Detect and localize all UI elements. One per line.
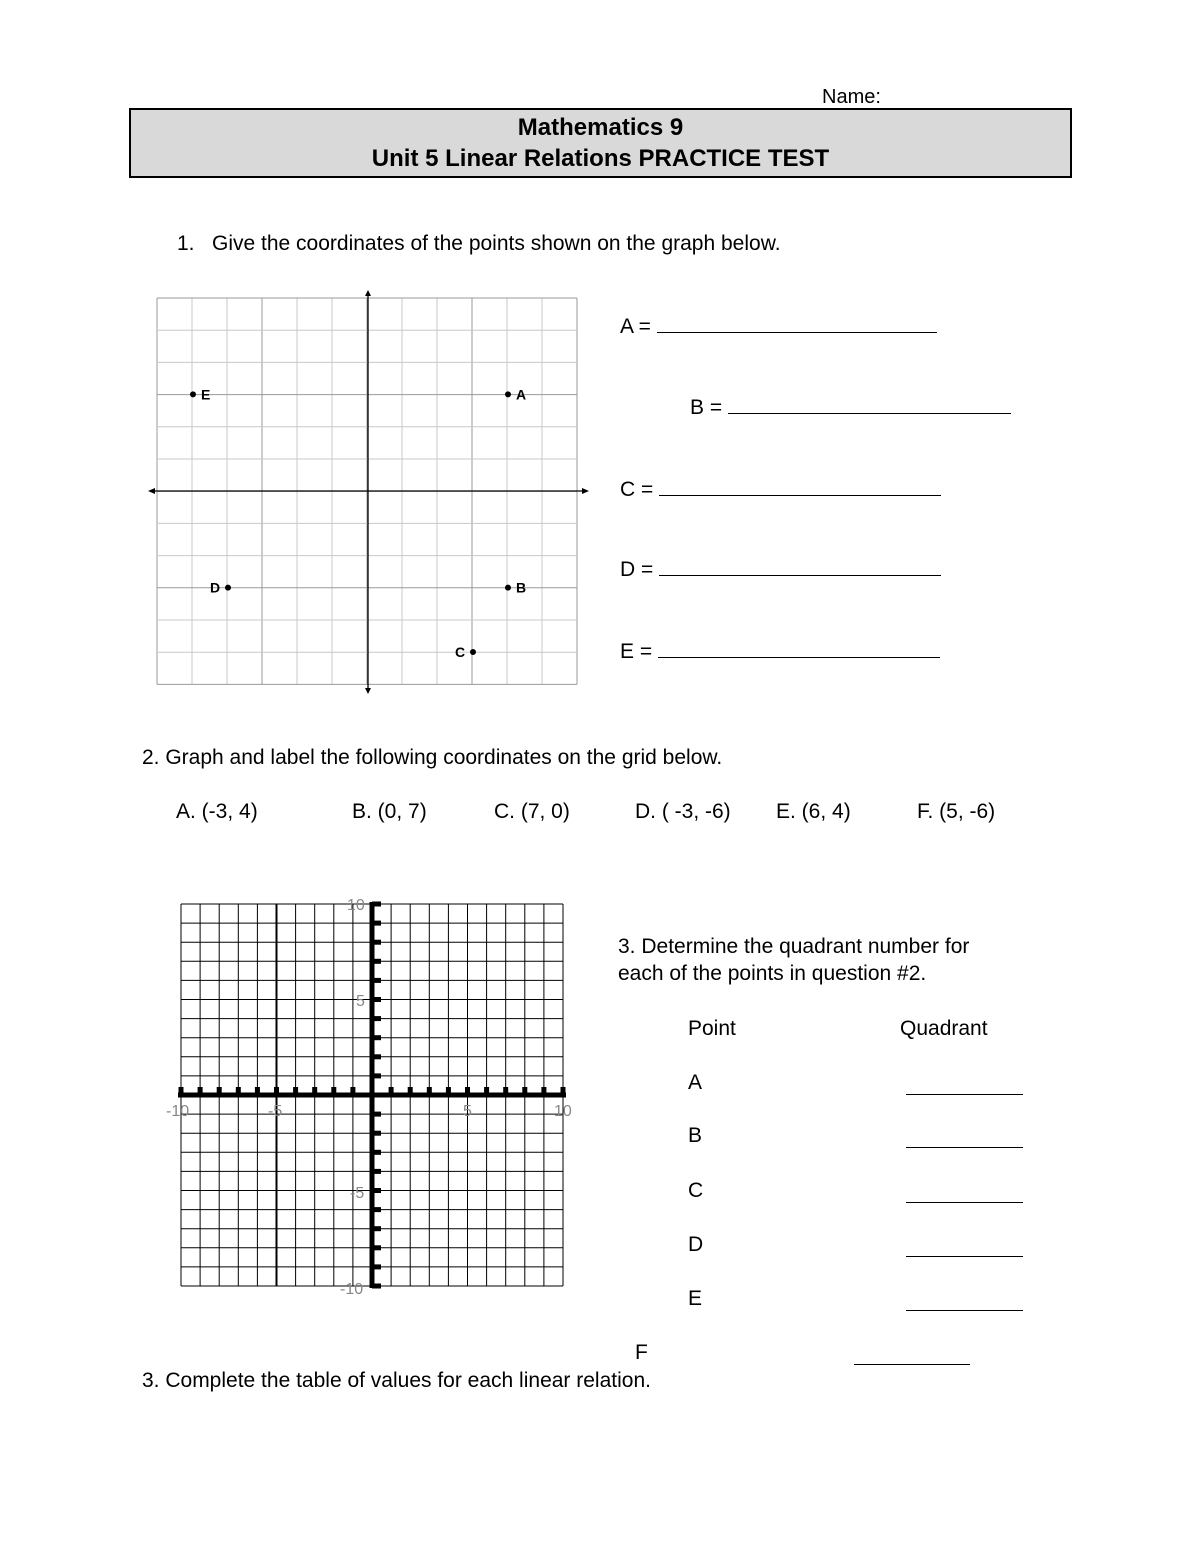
q2-grid[interactable] bbox=[160, 890, 590, 1300]
q3a-col-quadrant: Quadrant bbox=[900, 1017, 988, 1040]
q2-x-tick bbox=[484, 1087, 489, 1095]
q2-axes bbox=[178, 902, 566, 1289]
q3a-row-f: F bbox=[635, 1341, 648, 1364]
q1-point-c bbox=[470, 649, 476, 655]
q2-y-tick bbox=[372, 959, 381, 964]
answer-e-label: E = bbox=[620, 640, 653, 663]
q2-x-tick bbox=[198, 1087, 203, 1095]
answer-c-blank[interactable] bbox=[659, 477, 941, 496]
q3a-text-line1: 3. Determine the quadrant number for bbox=[618, 935, 970, 958]
q1-point-label-b: B bbox=[516, 579, 527, 596]
q2-y-tick bbox=[372, 1093, 381, 1098]
q2-y-tick bbox=[372, 1131, 381, 1136]
answer-d-label: D = bbox=[620, 558, 654, 581]
q2-y-tick bbox=[372, 902, 381, 907]
q2-x-tick bbox=[561, 1087, 566, 1095]
q3b-text: 3. Complete the table of values for each linear relation. bbox=[142, 1369, 651, 1392]
q3a-blank-e[interactable] bbox=[906, 1292, 1023, 1311]
q1-point-label-a: A bbox=[516, 386, 527, 403]
q2-y-tick bbox=[372, 1054, 381, 1059]
q3a-col-point: Point bbox=[688, 1017, 736, 1040]
q2-text: 2. Graph and label the following coordinates on the grid below. bbox=[142, 746, 723, 769]
answer-b bbox=[690, 395, 1011, 420]
answer-a bbox=[620, 314, 937, 339]
q2-x-tick bbox=[293, 1087, 298, 1095]
q2-x-tick bbox=[331, 1087, 336, 1095]
q2-label-x-5: 5 bbox=[463, 1103, 472, 1120]
q2-coord-a: A. (-3, 4) bbox=[176, 800, 258, 823]
q2-x-tick bbox=[255, 1087, 260, 1095]
q2-coord-e: E. (6, 4) bbox=[776, 800, 851, 823]
q1-point-label-d: D bbox=[210, 579, 221, 596]
q2-x-tick bbox=[274, 1087, 279, 1095]
q1-number: 1. bbox=[177, 232, 195, 255]
q2-x-tick bbox=[427, 1087, 432, 1095]
q2-x-tick bbox=[408, 1087, 413, 1095]
q2-x-tick bbox=[503, 1087, 508, 1095]
q3a-text-line2: each of the points in question #2. bbox=[618, 962, 927, 985]
name-label: Name: bbox=[822, 86, 881, 108]
q3a-row-b: B bbox=[688, 1124, 703, 1147]
q3a-blank-b[interactable] bbox=[906, 1129, 1023, 1148]
q3a-blank-f[interactable] bbox=[854, 1346, 970, 1365]
q2-y-tick bbox=[372, 1112, 381, 1117]
q2-x-tick bbox=[217, 1087, 222, 1095]
q2-y-tick bbox=[372, 1226, 381, 1231]
title-box bbox=[129, 108, 1072, 178]
q3a-row-a: A bbox=[688, 1071, 703, 1094]
q2-y-tick bbox=[372, 940, 381, 945]
q2-coord-c: C. (7, 0) bbox=[494, 800, 570, 823]
q1-point-d bbox=[225, 585, 231, 591]
q2-x-tick bbox=[446, 1087, 451, 1095]
answer-d-blank[interactable] bbox=[659, 557, 941, 576]
q3a-blank-d[interactable] bbox=[906, 1238, 1023, 1257]
q1-point-b bbox=[505, 585, 511, 591]
q2-y-tick bbox=[372, 1169, 381, 1174]
q2-label-y-neg5: -5 bbox=[350, 1185, 365, 1202]
q2-x-tick bbox=[522, 1087, 527, 1095]
answer-e bbox=[620, 639, 940, 664]
q2-label-y-5: 5 bbox=[356, 993, 365, 1010]
q2-y-tick bbox=[372, 1188, 381, 1193]
q2-x-tick bbox=[236, 1087, 241, 1095]
q2-x-tick bbox=[350, 1087, 355, 1095]
q3a-blank-c[interactable] bbox=[906, 1184, 1023, 1203]
q2-y-tick bbox=[372, 1073, 381, 1078]
q1-point-label-e: E bbox=[201, 386, 211, 403]
q1-text: Give the coordinates of the points shown on the graph below. bbox=[212, 232, 781, 255]
q3a-row-d: D bbox=[688, 1233, 704, 1256]
q1-point-e bbox=[190, 391, 196, 397]
q2-x-tick bbox=[179, 1087, 184, 1095]
q2-y-tick bbox=[372, 1245, 381, 1250]
q2-label-y-neg10: -10 bbox=[340, 1281, 364, 1298]
answer-b-blank[interactable] bbox=[728, 395, 1011, 414]
q1-point-label-c: C bbox=[455, 644, 466, 660]
q1-graph bbox=[140, 280, 600, 700]
q1-grid-lines bbox=[157, 292, 577, 692]
q2-y-tick bbox=[372, 1016, 381, 1021]
q3a-row-c: C bbox=[688, 1179, 704, 1202]
q2-y-tick bbox=[372, 997, 381, 1002]
q2-y-tick bbox=[372, 1150, 381, 1155]
q2-x-tick bbox=[312, 1087, 317, 1095]
q3a-blank-a[interactable] bbox=[906, 1076, 1023, 1095]
title-unit: Unit 5 Linear Relations PRACTICE TEST bbox=[371, 145, 830, 172]
q2-y-tick bbox=[372, 1207, 381, 1212]
answer-b-label: B = bbox=[690, 396, 723, 419]
answer-d bbox=[620, 557, 941, 582]
q2-y-tick bbox=[372, 978, 381, 983]
q2-x-tick bbox=[465, 1087, 470, 1095]
answer-a-label: A = bbox=[620, 315, 651, 338]
q2-y-tick bbox=[372, 1035, 381, 1040]
answer-c bbox=[620, 477, 941, 502]
q2-label-y-10: 10 bbox=[347, 897, 365, 914]
q3a-row-e: E bbox=[688, 1287, 703, 1310]
q2-y-tick bbox=[372, 921, 381, 926]
q2-coord-f: F. (5, -6) bbox=[917, 800, 996, 823]
q2-y-tick bbox=[372, 1284, 381, 1289]
q2-y-tick bbox=[372, 1264, 381, 1269]
q2-label-x-neg10: -10 bbox=[166, 1103, 190, 1120]
answer-a-blank[interactable] bbox=[657, 314, 937, 333]
answer-c-label: C = bbox=[620, 478, 654, 501]
title-course: Mathematics 9 bbox=[517, 114, 684, 141]
q2-label-x-neg5: -5 bbox=[268, 1103, 283, 1120]
q2-coord-d: D. ( -3, -6) bbox=[635, 800, 731, 823]
q1-point-a bbox=[505, 391, 511, 397]
q2-x-tick bbox=[541, 1087, 546, 1095]
q2-label-x-10: 10 bbox=[554, 1103, 572, 1120]
answer-e-blank[interactable] bbox=[658, 639, 940, 658]
q2-x-tick bbox=[389, 1087, 394, 1095]
q2-coord-b: B. (0, 7) bbox=[352, 800, 427, 823]
